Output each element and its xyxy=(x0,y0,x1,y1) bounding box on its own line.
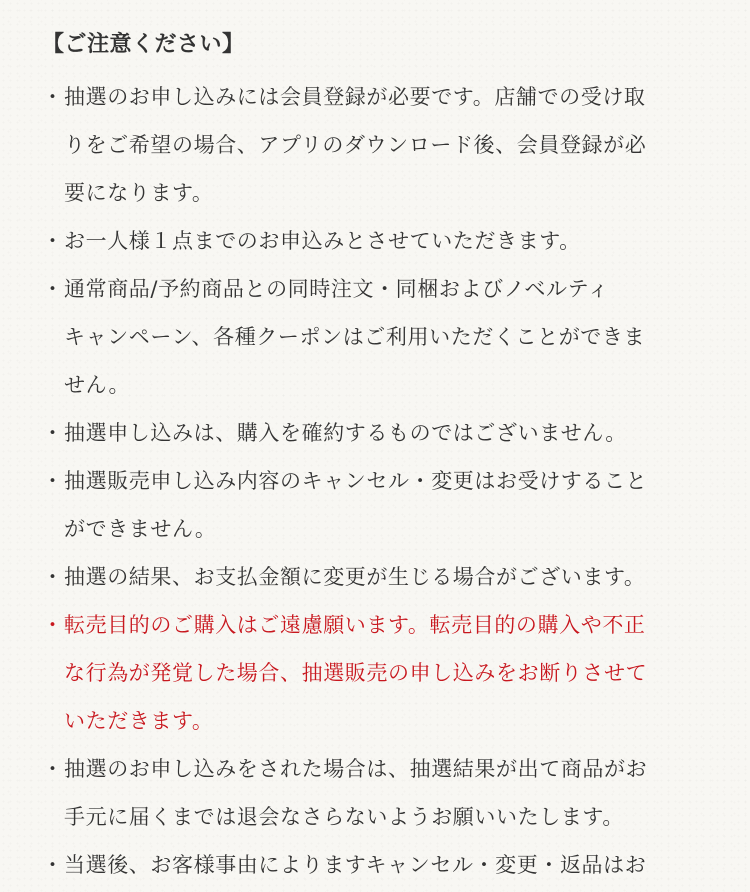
notice-line: いただきます。 xyxy=(64,709,214,733)
notice-heading: 【ご注意ください】 xyxy=(42,32,245,57)
notice-item-limit xyxy=(0,217,714,265)
notice-line: 抽選販売申し込み内容のキャンセル・変更はお受けすること xyxy=(64,469,648,493)
notice-item-no-guarantee xyxy=(0,409,714,457)
notice-line: お一人様１点までのお申込みとさせていただきます。 xyxy=(64,229,581,253)
notice-item-membership xyxy=(0,73,714,217)
notice-line: キャンペーン、各種クーポンはご利用いただくことができま xyxy=(64,325,646,349)
notice-line: 抽選のお申し込みをされた場合は、抽選結果が出て商品がお xyxy=(64,757,648,781)
bullet-mark: ・ xyxy=(42,421,64,445)
bullet-mark: ・ xyxy=(42,613,64,637)
notice-line: 手元に届くまでは退会なさらないようお願いいたします。 xyxy=(64,805,624,829)
notice-list xyxy=(0,73,714,889)
notice-line: 転売目的のご購入はご遠慮願います。転売目的の購入や不正 xyxy=(64,613,646,637)
notice-line: せん。 xyxy=(64,373,131,397)
notice-line: な行為が発覚した場合、抽選販売の申し込みをお断りさせて xyxy=(64,661,648,685)
bullet-mark: ・ xyxy=(42,229,64,253)
bullet-mark: ・ xyxy=(42,565,64,589)
notice-item-resale-warning xyxy=(0,601,714,745)
notice-item-combined-order xyxy=(0,265,714,409)
bullet-mark: ・ xyxy=(42,85,64,109)
notice-line: りをご希望の場合、アプリのダウンロード後、会員登録が必 xyxy=(64,133,647,157)
notice-item-after-winning xyxy=(0,841,714,889)
notice-line: ができません。 xyxy=(64,517,217,541)
bullet-mark: ・ xyxy=(42,469,64,493)
bullet-mark: ・ xyxy=(42,853,64,877)
bullet-mark: ・ xyxy=(42,757,64,781)
notice-line: 抽選申し込みは、購入を確約するものではございません。 xyxy=(64,421,627,445)
notice-item-no-withdrawal xyxy=(0,745,714,841)
notice-line: 抽選のお申し込みには会員登録が必要です。店舗での受け取 xyxy=(64,85,646,109)
notice-item-no-cancel xyxy=(0,457,714,553)
bullet-mark: ・ xyxy=(42,277,64,301)
notice-line: 当選後、お客様事由によりますキャンセル・変更・返品はお xyxy=(64,853,647,877)
notice-item-price-change xyxy=(0,553,714,601)
notice-line: 通常商品/予約商品との同時注文・同梱およびノベルティ xyxy=(64,277,610,301)
notice-line: 要になります。 xyxy=(64,181,214,205)
notice-line: 抽選の結果、お支払金額に変更が生じる場合がございます。 xyxy=(64,565,646,589)
